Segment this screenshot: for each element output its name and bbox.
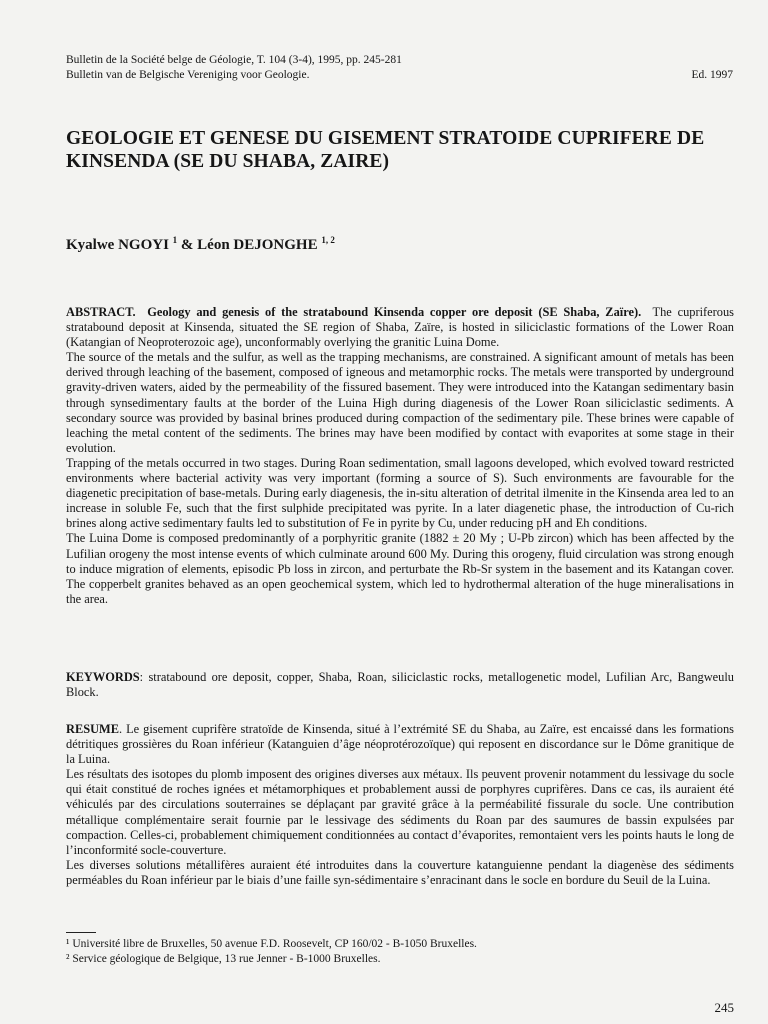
keywords-heading: KEYWORDS — [66, 670, 140, 684]
author-name: Kyalwe NGOYI — [66, 237, 169, 253]
abstract-section — [66, 305, 734, 607]
abstract-text: The cupriferous stratabound deposit at Kinsenda, situated the SE region of Shaba, Zaïre, is hosted in siliciclastic formations of the Lower Roan (Katangian of Neoproterozoic age), unconformably overlying the granitic Luina Dome. — [66, 305, 735, 350]
resume-section — [66, 722, 734, 888]
keywords-section — [66, 670, 734, 700]
journal-name-line: Bulletin van de Belgische Vereniging voor Geologie. — [66, 69, 310, 81]
resume-paragraph: Les résultats des isotopes du plomb imposent des origines diverses aux métaux. Ils peuvent provenir notamment du lessivage du socle qui était constitué de roches ignées et métamorphiques et probablement aussi de porphyres cuprifères. Dans ce cas, ils auraient été véhiculés par des circulations souterraines se déplaçant par gravité grâce à la perméabilité fissurale du socle. Une contribution métallique complémentaire serait fournie par le lessivage des sédiments du Roan par des saumures de bassin expulsées par compaction. Celles-ci, probablement chimiquement conditionnées au contact d’évaporites, remontaient vers les points hauts le long de l’inconformité socle-couverture. — [66, 767, 734, 857]
journal-citation-line: Bulletin de la Société belge de Géologie, T. 104 (3-4), 1995, pp. 245-281 — [66, 54, 402, 66]
keywords-text: : stratabound ore deposit, copper, Shaba, Roan, siliciclastic rocks, metallogenetic model, Lufilian Arc, Bangweulu Block. — [66, 670, 734, 700]
resume-heading: RESUME — [66, 722, 120, 736]
footnotes — [66, 937, 477, 967]
abstract-paragraph — [66, 305, 734, 350]
author-connector: & — [177, 237, 198, 253]
resume-text: . Le gisement cuprifère stratoïde de Kinsenda, situé à l’extrémité SE du Shaba, au Zaïre, est encaissé dans les formations détritiques grossières du Roan inférieur (Katanguien d’âge néoprotérozoïque) qui reposent en discordance sur le Dôme granitique de la Luina. — [66, 722, 734, 767]
author-affiliation-mark: 1, 2 — [321, 235, 335, 245]
resume-paragraph — [66, 722, 734, 767]
keywords-paragraph — [66, 670, 734, 700]
paper-title: GEOLOGIE ET GENESE DU GISEMENT STRATOIDE CUPRIFERE DE KINSENDA (SE DU SHABA, ZAIRE) — [66, 128, 705, 172]
author-name: Léon DEJONGHE — [197, 237, 318, 253]
author-line — [66, 236, 335, 254]
abstract-paragraph: Trapping of the metals occurred in two stages. During Roan sedimentation, small lagoons developed, which evolved toward restricted environments where bacterial activity was very important (forming a source of S). Such environments are favourable for the diagenetic precipitation of base-metals. During early diagenesis, the in-situ alteration of detrital ilmenite in the Kinsenda area led to an increase in soluble Fe, such that the first sulphide precipitated was pyrite. In a later diagenetic phase, the introduction of Cu-rich brines along active sedimentary faults led to substitution of Fe in pyrite by Cu, under reducing pH and Eh conditions. — [66, 455, 734, 531]
abstract-english-title: Geology and genesis of the stratabound Kinsenda copper ore deposit (SE Shaba, Zaïre). — [147, 305, 642, 319]
abstract-paragraph: The Luina Dome is composed predominantly of a porphyritic granite (1882 ± 20 My ; U-Pb zircon) which has been affected by the Lufilian orogeny the most intense events of which culminate around 600 My. During this orogeny, fluid circulation was strong enough to induce migration of elements, episodic Pb loss in zircon, and perturbate the Rb-Sr system in the basement and its Katangan cover. The copperbelt granites behaved as an open geochemical system, which led to hydrothermal alteration of the huge mineralisations in the area. — [66, 531, 734, 606]
page-number: 245 — [714, 1000, 734, 1015]
footnote: ¹ Université libre de Bruxelles, 50 avenue F.D. Roosevelt, CP 160/02 - B-1050 Bruxelles. — [66, 938, 477, 950]
resume-paragraph: Les diverses solutions métallifères auraient été introduites dans la couverture katanguienne pendant la diagenèse des sédiments perméables du Roan inférieur par le biais d’une faille syn-sédimentaire s’enracinant dans le socle en bordure du Seuil de la Luina. — [66, 857, 734, 887]
author-affiliation-mark: 1 — [172, 235, 178, 245]
abstract-paragraph: The source of the metals and the sulfur, as well as the trapping mechanisms, are constrained. A significant amount of metals has been derived through leaching of the basement, composed of igneous and metamorphic rocks. The metals were transported by underground gravity-driven waters, aided by the permeability of the fissured basement. They were introduced into the Katangan sedimentary basin through synsedimentary faults at the border of the Luina High during diagenesis of the Lower Roan siliciclastic sediments. A secondary source was provided by basinal brines produced during compaction of the sedimentary pile. These brines were capable of leaching the metal content of the sediments. The brines may have been modified by contact with evaporites at some stage in their evolution. — [66, 350, 734, 455]
footnote: ² Service géologique de Belgique, 13 rue Jenner - B-1000 Bruxelles. — [66, 953, 381, 965]
edition-label: Ed. 1997 — [691, 69, 733, 81]
footnote-divider — [66, 932, 96, 933]
abstract-heading: ABSTRACT. — [66, 305, 136, 319]
